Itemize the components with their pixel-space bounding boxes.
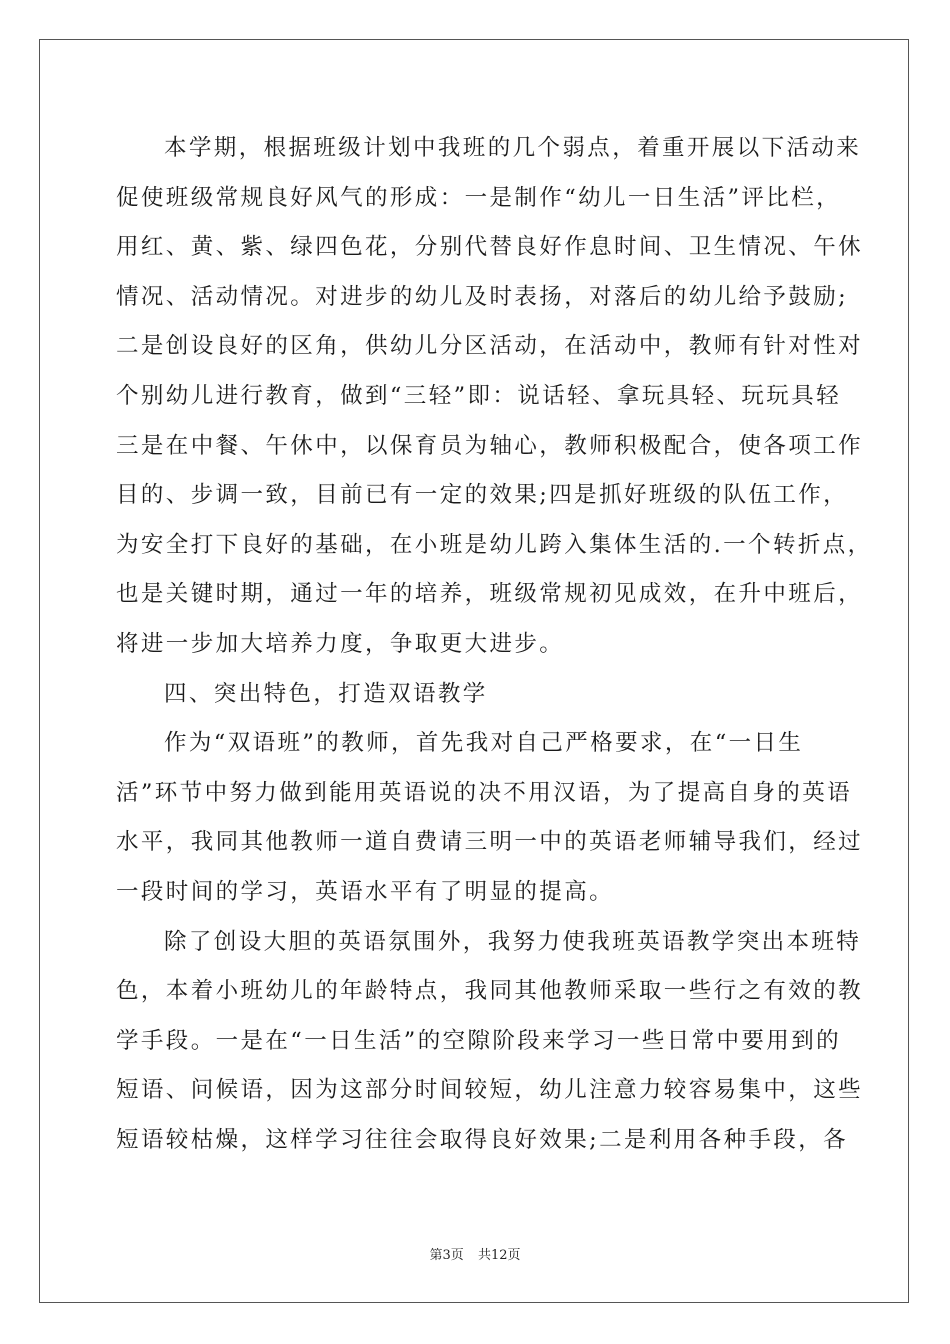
text-line: 一段时间的学习，英语水平有了明显的提高。: [116, 878, 615, 905]
text-line: 三是在中餐、午休中，以保育员为轴心，教师积极配合，使各项工作: [116, 432, 864, 459]
text-line: 水平，我同其他教师一道自费请三明一中的英语老师辅导我们，经过: [116, 829, 864, 856]
section-heading: 四、突出特色，打造双语教学: [164, 680, 488, 707]
text-line: 短语较枯燥，这样学习往往会取得良好效果;二是利用各种手段，各: [116, 1126, 849, 1153]
text-line: 情况、活动情况。对进步的幼儿及时表扬，对落后的幼儿给予鼓励;: [116, 283, 849, 310]
text-line: 为安全打下良好的基础，在小班是幼儿跨入集体生活的.一个转折点，: [116, 531, 873, 558]
text-line: 色，本着小班幼儿的年龄特点，我同其他教师采取一些行之有效的教: [116, 978, 864, 1005]
text-line: 个别幼儿进行教育，做到“三轻”即：说话轻、拿玩具轻、玩玩具轻: [116, 382, 842, 409]
text-line: 用红、黄、紫、绿四色花，分别代替良好作息时间、卫生情况、午休: [116, 234, 864, 261]
text-line: 活”环节中努力做到能用英语说的决不用汉语，为了提高自身的英语: [116, 779, 853, 806]
text-line: 本学期，根据班级计划中我班的几个弱点，着重开展以下活动来: [164, 135, 862, 161]
page-footer: [0, 1247, 950, 1265]
page-number: 第3页: [429, 1248, 464, 1263]
text-line: 除了创设大胆的英语氛围外，我努力使我班英语教学突出本班特: [164, 928, 862, 955]
text-line: 二是创设良好的区角，供幼儿分区活动，在活动中，教师有针对性对: [116, 333, 864, 360]
text-line: 目的、步调一致，目前已有一定的效果;四是抓好班级的队伍工作，: [116, 482, 849, 509]
text-line: 也是关键时期，通过一年的培养，班级常规初见成效，在升中班后，: [116, 581, 864, 608]
text-line: 学手段。一是在“一日生活”的空隙阶段来学习一些日常中要用到的: [116, 1027, 842, 1054]
page-total: 共12页: [477, 1248, 521, 1263]
document-body: [116, 124, 873, 1165]
text-line: 短语、问候语，因为这部分时间较短，幼儿注意力较容易集中，这些: [116, 1077, 864, 1104]
text-line: 将进一步加大培养力度，争取更大进步。: [116, 630, 565, 657]
text-line: 促使班级常规良好风气的形成：一是制作“幼儿一日生活”评比栏，: [116, 184, 842, 211]
text-line: 作为“双语班”的教师，首先我对自己严格要求，在“一日生: [164, 730, 804, 757]
